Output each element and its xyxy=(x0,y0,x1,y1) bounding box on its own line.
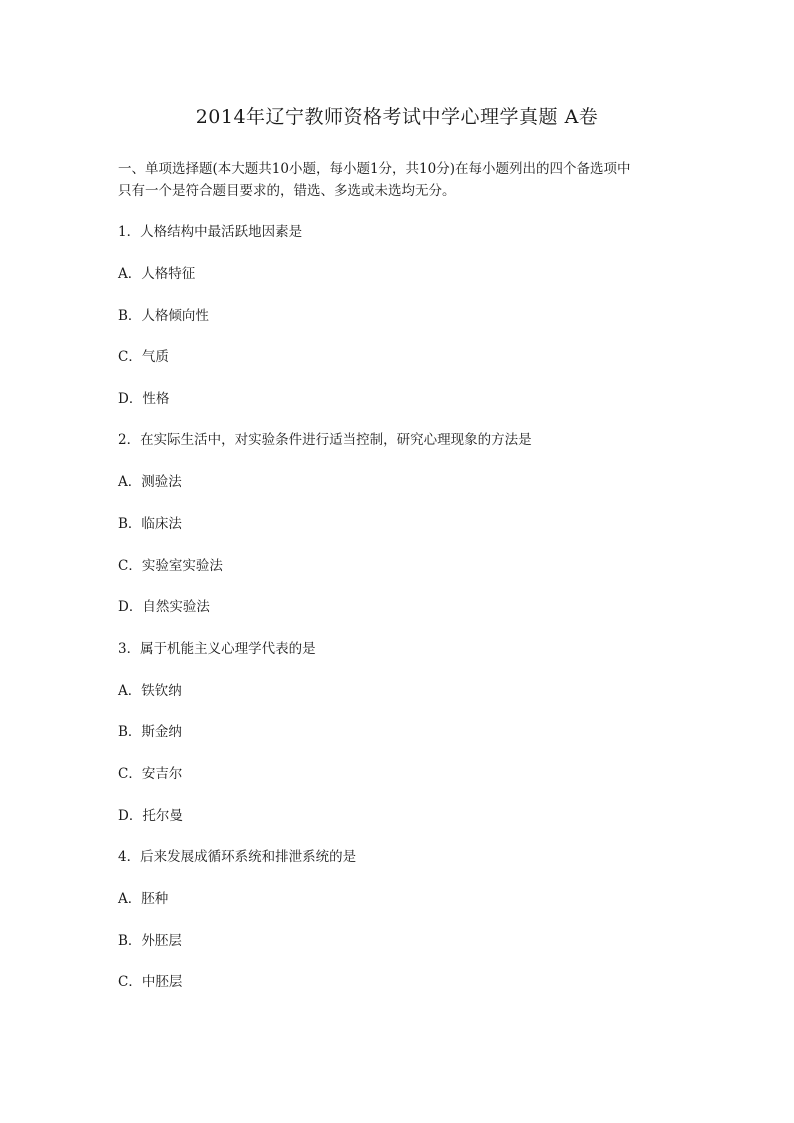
question-1-option-b: B．人格倾向性 xyxy=(118,308,209,324)
question-1-option-d: D．性格 xyxy=(118,391,170,407)
question-4-stem: 4．后来发展成循环系统和排泄系统的是 xyxy=(118,849,357,865)
question-4-option-b: B．外胚层 xyxy=(118,933,182,949)
question-3-option-d: D．托尔曼 xyxy=(118,808,183,824)
question-2-option-c: C．实验室实验法 xyxy=(118,558,223,574)
question-1-option-a: A．人格特征 xyxy=(118,266,196,282)
question-3-option-c: C．安吉尔 xyxy=(118,766,183,782)
question-2-option-d: D．自然实验法 xyxy=(118,599,210,615)
document-title: 2014年辽宁教师资格考试中学心理学真题 A卷 xyxy=(195,106,599,128)
section-heading-line-2: 只有一个是符合题目要求的，错选、多选或未选均无分。 xyxy=(118,183,456,199)
question-3-option-a: A．铁钦纳 xyxy=(118,683,182,699)
section-heading xyxy=(118,158,678,202)
section-heading-line-1: 一、单项选择题(本大题共10小题，每小题1分，共10分)在每小题列出的四个备选项中 xyxy=(118,161,631,177)
question-3-stem: 3．属于机能主义心理学代表的是 xyxy=(118,641,316,657)
question-4-option-c: C．中胚层 xyxy=(118,974,183,990)
question-1-option-c: C．气质 xyxy=(118,349,169,365)
question-2-option-b: B．临床法 xyxy=(118,516,182,532)
question-2-stem: 2．在实际生活中，对实验条件进行适当控制，研究心理现象的方法是 xyxy=(118,432,532,448)
question-2-option-a: A．测验法 xyxy=(118,474,182,490)
question-4-option-a: A．胚种 xyxy=(118,891,169,907)
question-3-option-b: B．斯金纳 xyxy=(118,724,182,740)
question-1-stem: 1．人格结构中最活跃地因素是 xyxy=(118,224,303,240)
